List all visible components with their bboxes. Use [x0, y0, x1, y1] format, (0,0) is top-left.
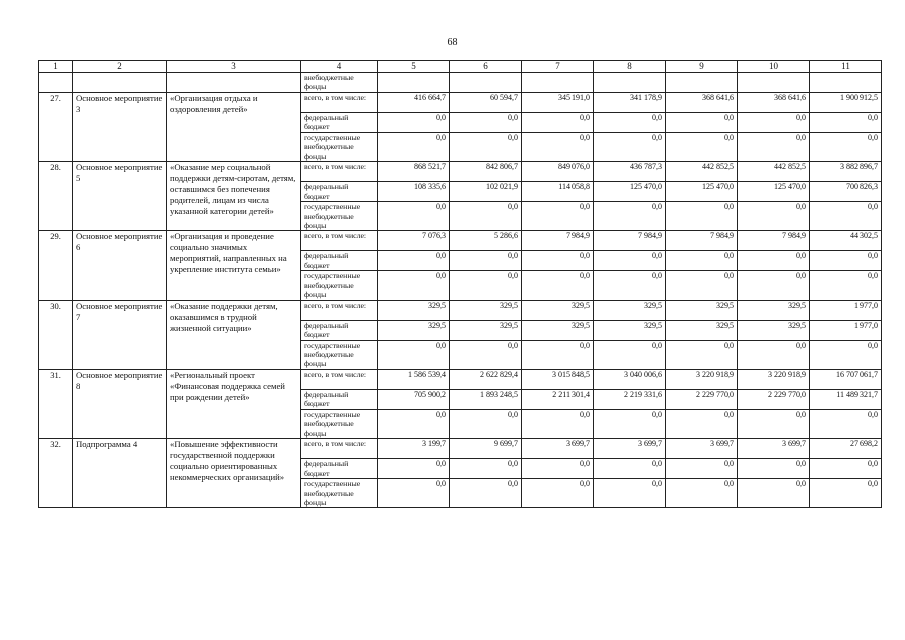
- funding-source: государственные внебюджетные фонды: [301, 409, 378, 438]
- activity-title: «Организация отдыха и оздоровления детей»: [167, 93, 301, 162]
- value-cell: 0,0: [738, 113, 810, 133]
- value-cell: 2 219 331,6: [594, 389, 666, 409]
- value-cell: 3 699,7: [594, 439, 666, 459]
- value-cell: 0,0: [594, 133, 666, 162]
- value-cell: 0,0: [594, 340, 666, 369]
- activity-name: Основное мероприятие 8: [73, 369, 167, 438]
- activity-name: Основное мероприятие 5: [73, 162, 167, 231]
- value-cell: 3 220 918,9: [738, 369, 810, 389]
- column-header: 11: [810, 61, 882, 73]
- value-cell: 2 211 301,4: [522, 389, 594, 409]
- table-header: [39, 61, 882, 73]
- value-cell: 0,0: [378, 251, 450, 271]
- value-cell: 0,0: [666, 113, 738, 133]
- value-cell: 1 893 248,5: [450, 389, 522, 409]
- value-cell: 11 489 321,7: [810, 389, 882, 409]
- continued-empty-cell: [810, 73, 882, 93]
- value-cell: 0,0: [594, 113, 666, 133]
- continued-num-cell: [39, 73, 73, 93]
- funding-source: всего, в том числе:: [301, 162, 378, 182]
- funding-source: государственные внебюджетные фонды: [301, 133, 378, 162]
- row-number: 32.: [39, 439, 73, 508]
- table-row: [39, 369, 882, 389]
- value-cell: 0,0: [738, 133, 810, 162]
- value-cell: 0,0: [378, 340, 450, 369]
- column-header: 10: [738, 61, 810, 73]
- funding-source: всего, в том числе:: [301, 300, 378, 320]
- value-cell: 60 594,7: [450, 93, 522, 113]
- value-cell: 0,0: [378, 459, 450, 479]
- value-cell: 0,0: [450, 340, 522, 369]
- row-number: 27.: [39, 93, 73, 162]
- value-cell: 0,0: [522, 271, 594, 300]
- value-cell: 0,0: [450, 479, 522, 508]
- table-row: [39, 231, 882, 251]
- value-cell: 0,0: [450, 409, 522, 438]
- value-cell: 329,5: [378, 320, 450, 340]
- activity-name: Основное мероприятие 3: [73, 93, 167, 162]
- value-cell: 329,5: [522, 320, 594, 340]
- value-cell: 7 076,3: [378, 231, 450, 251]
- value-cell: 0,0: [738, 479, 810, 508]
- value-cell: 0,0: [666, 479, 738, 508]
- row-number: 29.: [39, 231, 73, 300]
- value-cell: 368 641,6: [738, 93, 810, 113]
- value-cell: 0,0: [522, 409, 594, 438]
- value-cell: 0,0: [378, 113, 450, 133]
- funding-source: государственные внебюджетные фонды: [301, 479, 378, 508]
- value-cell: 0,0: [810, 409, 882, 438]
- value-cell: 0,0: [738, 340, 810, 369]
- table-row: [39, 439, 882, 459]
- value-cell: 700 826,3: [810, 182, 882, 202]
- activity-title: «Оказание поддержки детям, оказавшимся в трудной жизненной ситуации»: [167, 300, 301, 369]
- value-cell: 0,0: [378, 133, 450, 162]
- value-cell: 3 015 848,5: [522, 369, 594, 389]
- value-cell: 0,0: [594, 409, 666, 438]
- value-cell: 7 984,9: [594, 231, 666, 251]
- value-cell: 0,0: [810, 340, 882, 369]
- funding-source: федеральный бюджет: [301, 251, 378, 271]
- page-number: 68: [447, 37, 458, 48]
- value-cell: 0,0: [738, 271, 810, 300]
- value-cell: 1 900 912,5: [810, 93, 882, 113]
- value-cell: 5 286,6: [450, 231, 522, 251]
- value-cell: 0,0: [666, 340, 738, 369]
- value-cell: 0,0: [810, 251, 882, 271]
- value-cell: 7 984,9: [522, 231, 594, 251]
- value-cell: 705 900,2: [378, 389, 450, 409]
- funding-source: федеральный бюджет: [301, 113, 378, 133]
- value-cell: 0,0: [594, 202, 666, 231]
- continued-empty-cell: [594, 73, 666, 93]
- value-cell: 0,0: [450, 202, 522, 231]
- value-cell: 0,0: [810, 271, 882, 300]
- value-cell: 1 586 539,4: [378, 369, 450, 389]
- value-cell: 3 199,7: [378, 439, 450, 459]
- funding-source: всего, в том числе:: [301, 231, 378, 251]
- continued-empty-cell: [522, 73, 594, 93]
- value-cell: 329,5: [450, 320, 522, 340]
- value-cell: 341 178,9: [594, 93, 666, 113]
- value-cell: 3 699,7: [522, 439, 594, 459]
- funding-source: федеральный бюджет: [301, 182, 378, 202]
- value-cell: 0,0: [450, 133, 522, 162]
- funding-source: государственные внебюджетные фонды: [301, 340, 378, 369]
- value-cell: 44 302,5: [810, 231, 882, 251]
- value-cell: 329,5: [594, 320, 666, 340]
- value-cell: 2 229 770,0: [666, 389, 738, 409]
- funding-source: всего, в том числе:: [301, 369, 378, 389]
- value-cell: 0,0: [594, 479, 666, 508]
- value-cell: 16 707 061,7: [810, 369, 882, 389]
- funding-source: государственные внебюджетные фонды: [301, 202, 378, 231]
- value-cell: 0,0: [378, 202, 450, 231]
- column-header: 9: [666, 61, 738, 73]
- activity-title: «Повышение эффективности государственной поддержки социально ориентированных некоммерческих организаций»: [167, 439, 301, 508]
- value-cell: 842 806,7: [450, 162, 522, 182]
- continued-empty-cell: [738, 73, 810, 93]
- value-cell: 0,0: [594, 271, 666, 300]
- value-cell: 0,0: [738, 459, 810, 479]
- value-cell: 0,0: [594, 459, 666, 479]
- value-cell: 3 220 918,9: [666, 369, 738, 389]
- value-cell: 442 852,5: [738, 162, 810, 182]
- value-cell: 0,0: [738, 202, 810, 231]
- value-cell: 125 470,0: [738, 182, 810, 202]
- value-cell: 329,5: [738, 320, 810, 340]
- value-cell: 0,0: [450, 459, 522, 479]
- value-cell: 0,0: [666, 202, 738, 231]
- header-row: [39, 61, 882, 73]
- value-cell: 0,0: [378, 479, 450, 508]
- value-cell: 368 641,6: [666, 93, 738, 113]
- value-cell: 1 977,0: [810, 320, 882, 340]
- value-cell: 345 191,0: [522, 93, 594, 113]
- value-cell: 108 335,6: [378, 182, 450, 202]
- value-cell: 0,0: [810, 133, 882, 162]
- column-header: 5: [378, 61, 450, 73]
- value-cell: 7 984,9: [666, 231, 738, 251]
- activity-name: Основное мероприятие 6: [73, 231, 167, 300]
- column-header: 6: [450, 61, 522, 73]
- table-row: [39, 300, 882, 320]
- column-header: 7: [522, 61, 594, 73]
- value-cell: 329,5: [738, 300, 810, 320]
- value-cell: 0,0: [810, 479, 882, 508]
- value-cell: 125 470,0: [594, 182, 666, 202]
- value-cell: 0,0: [810, 202, 882, 231]
- column-header: 4: [301, 61, 378, 73]
- activity-name: Основное мероприятие 7: [73, 300, 167, 369]
- value-cell: 436 787,3: [594, 162, 666, 182]
- continued-row: [39, 73, 882, 93]
- value-cell: 0,0: [666, 409, 738, 438]
- value-cell: 3 699,7: [738, 439, 810, 459]
- value-cell: 849 076,0: [522, 162, 594, 182]
- value-cell: 329,5: [522, 300, 594, 320]
- value-cell: 0,0: [522, 133, 594, 162]
- row-number: 31.: [39, 369, 73, 438]
- value-cell: 0,0: [450, 113, 522, 133]
- funding-source: государственные внебюджетные фонды: [301, 271, 378, 300]
- value-cell: 125 470,0: [666, 182, 738, 202]
- value-cell: 7 984,9: [738, 231, 810, 251]
- continued-name-cell: [73, 73, 167, 93]
- column-header: 2: [73, 61, 167, 73]
- continued-source-cell: внебюджетные фонды: [301, 73, 378, 93]
- funding-source: всего, в том числе:: [301, 93, 378, 113]
- column-header: 1: [39, 61, 73, 73]
- value-cell: 329,5: [378, 300, 450, 320]
- value-cell: 0,0: [666, 251, 738, 271]
- continued-title-cell: [167, 73, 301, 93]
- value-cell: 0,0: [522, 251, 594, 271]
- funding-source: федеральный бюджет: [301, 459, 378, 479]
- value-cell: 329,5: [594, 300, 666, 320]
- funding-source: федеральный бюджет: [301, 389, 378, 409]
- continued-empty-cell: [378, 73, 450, 93]
- activity-title: «Региональный проект «Финансовая поддержка семей при рождении детей»: [167, 369, 301, 438]
- activity-name: Подпрограмма 4: [73, 439, 167, 508]
- value-cell: 3 699,7: [666, 439, 738, 459]
- value-cell: 416 664,7: [378, 93, 450, 113]
- value-cell: 1 977,0: [810, 300, 882, 320]
- continued-empty-cell: [450, 73, 522, 93]
- value-cell: 0,0: [522, 459, 594, 479]
- value-cell: 329,5: [450, 300, 522, 320]
- value-cell: 0,0: [378, 271, 450, 300]
- column-header: 3: [167, 61, 301, 73]
- value-cell: 0,0: [522, 202, 594, 231]
- table-body: [39, 73, 882, 508]
- funding-source: федеральный бюджет: [301, 320, 378, 340]
- row-number: 30.: [39, 300, 73, 369]
- value-cell: 0,0: [810, 459, 882, 479]
- value-cell: 0,0: [666, 459, 738, 479]
- value-cell: 0,0: [378, 409, 450, 438]
- value-cell: 868 521,7: [378, 162, 450, 182]
- value-cell: 2 229 770,0: [738, 389, 810, 409]
- row-number: 28.: [39, 162, 73, 231]
- value-cell: 2 622 829,4: [450, 369, 522, 389]
- value-cell: 0,0: [594, 251, 666, 271]
- value-cell: 0,0: [522, 479, 594, 508]
- value-cell: 27 698,2: [810, 439, 882, 459]
- budget-table: [38, 60, 882, 508]
- value-cell: 0,0: [666, 271, 738, 300]
- value-cell: 0,0: [522, 340, 594, 369]
- value-cell: 329,5: [666, 320, 738, 340]
- value-cell: 0,0: [522, 113, 594, 133]
- value-cell: 114 058,8: [522, 182, 594, 202]
- value-cell: 102 021,9: [450, 182, 522, 202]
- table-row: [39, 93, 882, 113]
- value-cell: 0,0: [450, 251, 522, 271]
- value-cell: 9 699,7: [450, 439, 522, 459]
- activity-title: «Оказание мер социальной поддержки детям-сиротам, детям, оставшимся без попечения родителей, лицам из числа указанной категории детей»: [167, 162, 301, 231]
- value-cell: 3 040 006,6: [594, 369, 666, 389]
- value-cell: 0,0: [738, 251, 810, 271]
- column-header: 8: [594, 61, 666, 73]
- value-cell: 442 852,5: [666, 162, 738, 182]
- table-row: [39, 162, 882, 182]
- activity-title: «Организация и проведение социально значимых мероприятий, направленных на укрепление института семьи»: [167, 231, 301, 300]
- value-cell: 329,5: [666, 300, 738, 320]
- continued-empty-cell: [666, 73, 738, 93]
- value-cell: 0,0: [666, 133, 738, 162]
- value-cell: 0,0: [738, 409, 810, 438]
- value-cell: 0,0: [810, 113, 882, 133]
- value-cell: 3 882 896,7: [810, 162, 882, 182]
- value-cell: 0,0: [450, 271, 522, 300]
- funding-source: всего, в том числе:: [301, 439, 378, 459]
